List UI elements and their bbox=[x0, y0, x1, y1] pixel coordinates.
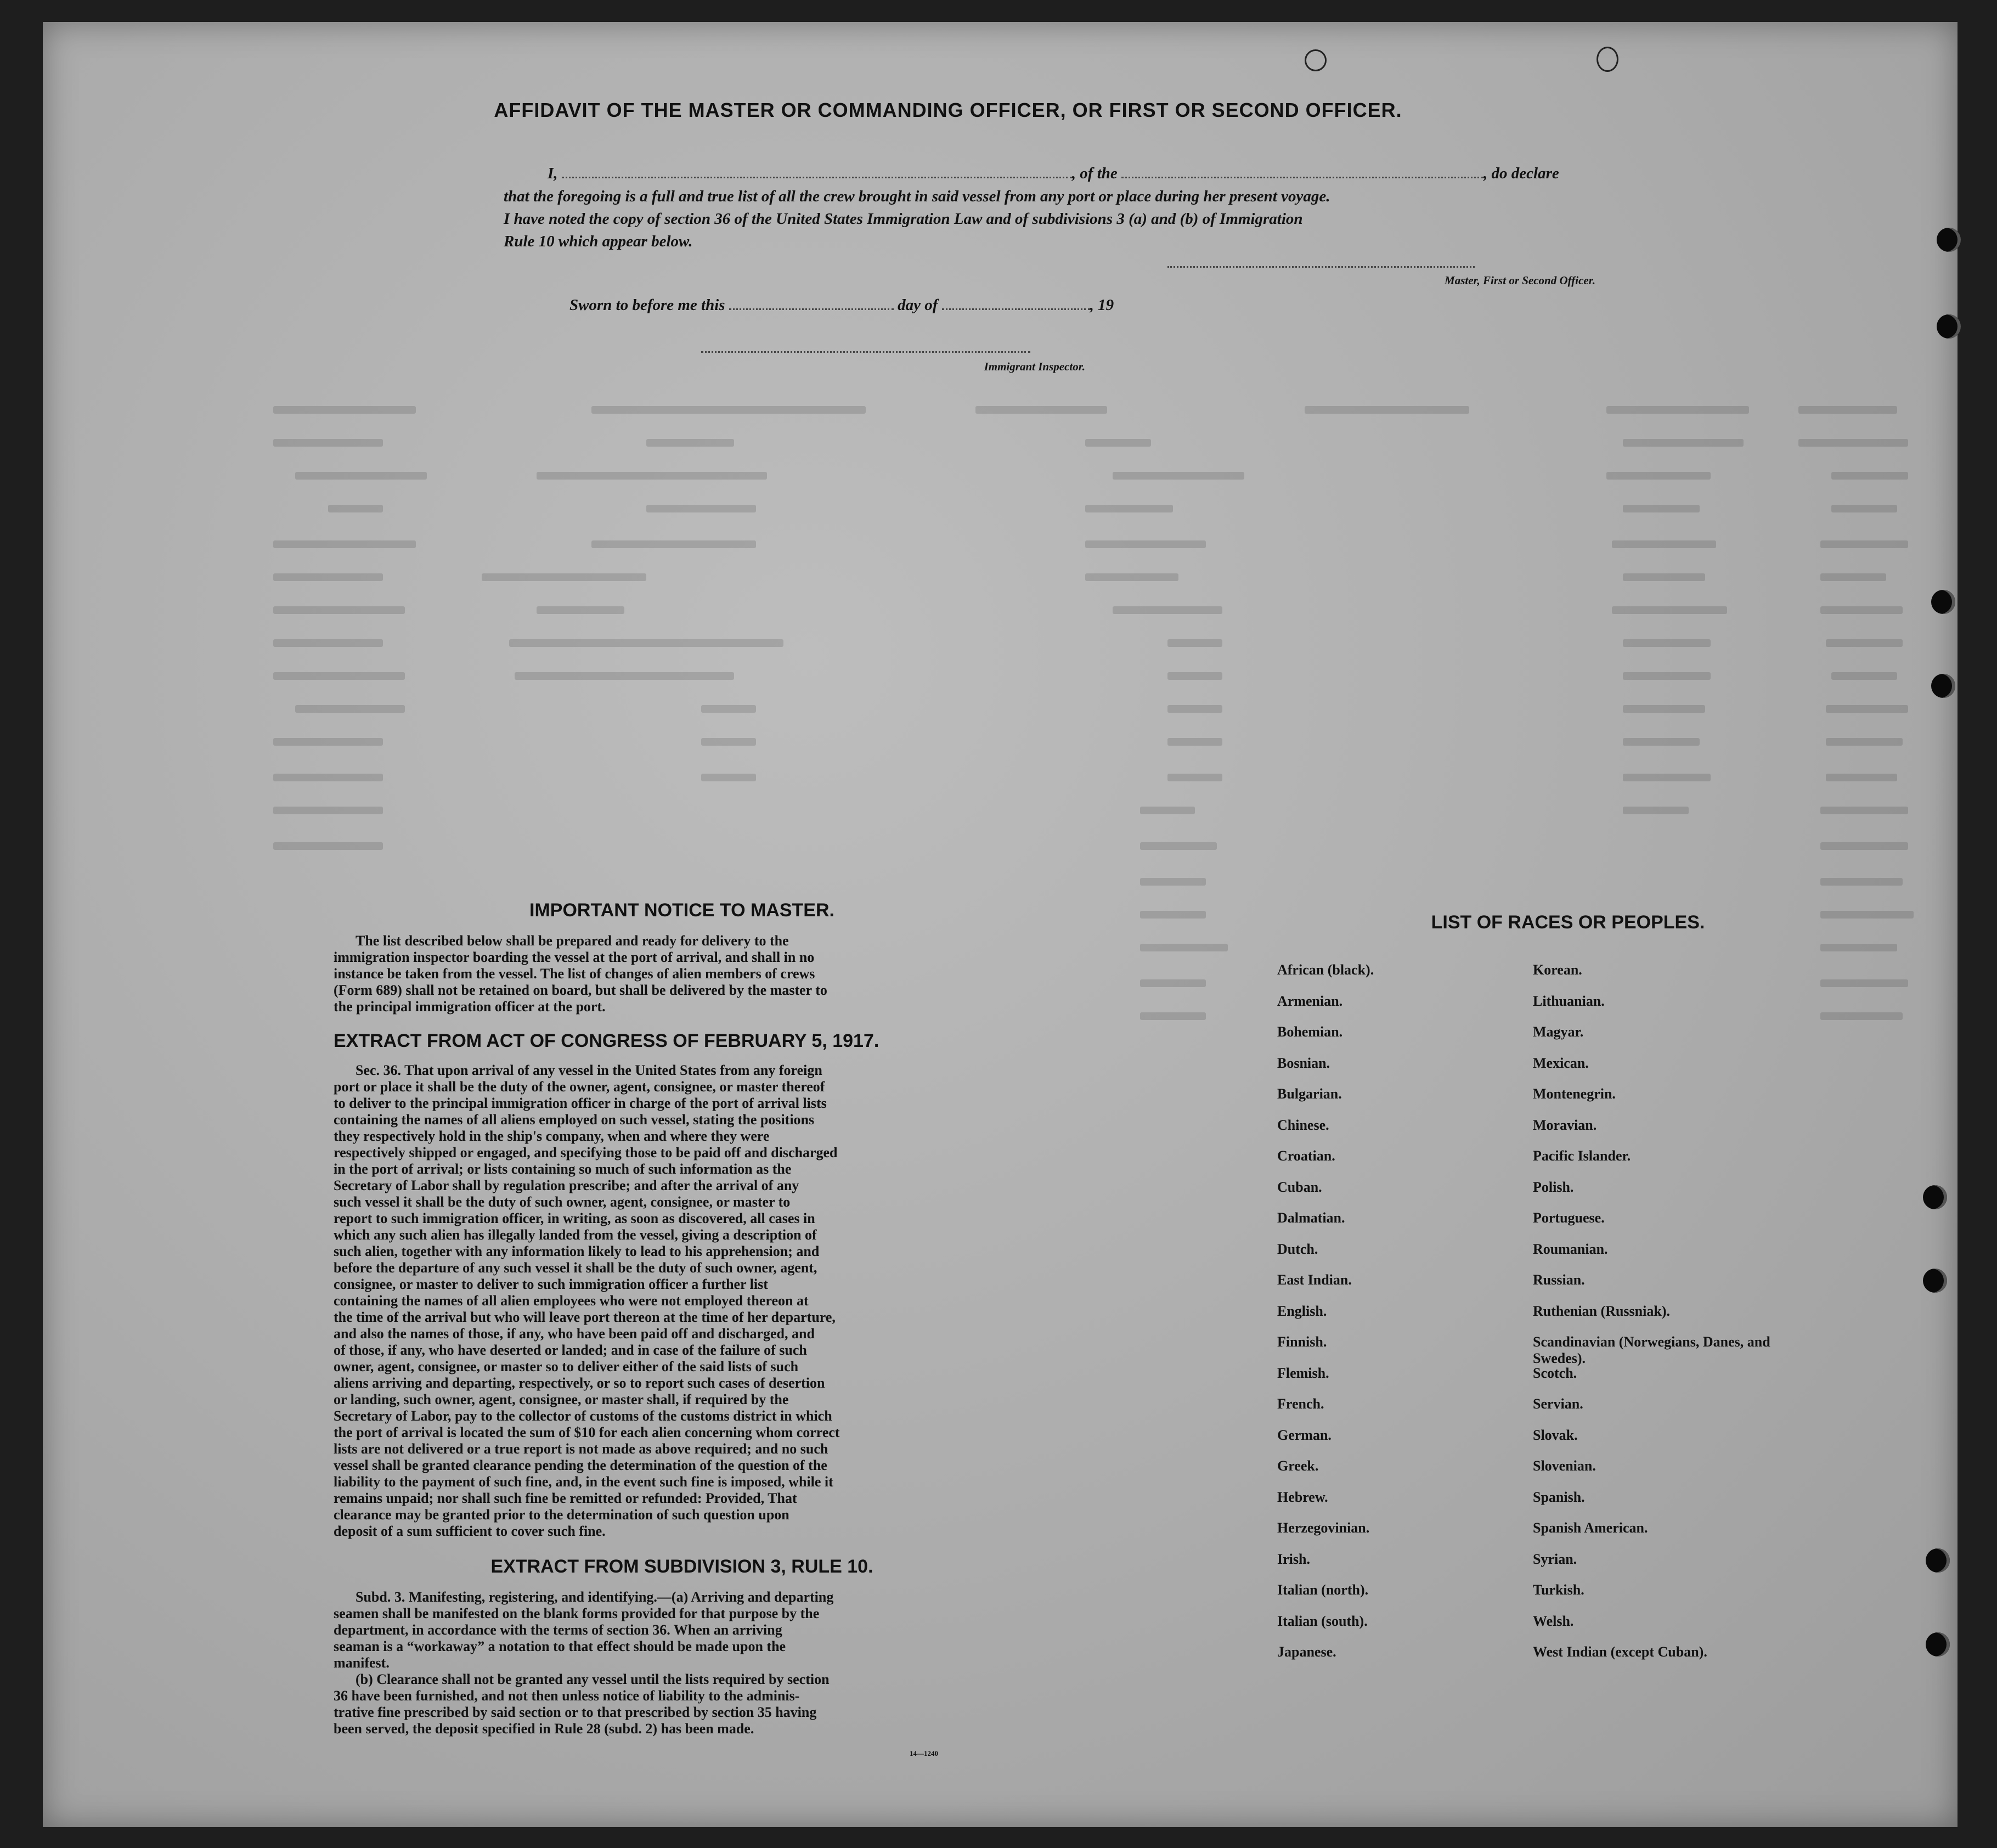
sworn-label: Sworn to before me this bbox=[569, 296, 725, 314]
race-item: Roumanian. bbox=[1533, 1241, 1608, 1257]
races-right-column bbox=[1533, 962, 1818, 1675]
rule-line: been served, the deposit specified in Rule 28 (subd. 2) has been made. bbox=[334, 1721, 754, 1737]
rule-line: manifest. bbox=[334, 1655, 390, 1671]
race-item: Flemish. bbox=[1277, 1365, 1329, 1381]
inspector-signature-label: Immigrant Inspector. bbox=[984, 360, 1085, 373]
act-line: Secretary of Labor, pay to the collector of customs of the customs district in which bbox=[334, 1408, 832, 1424]
act-line: Sec. 36. That upon arrival of any vessel in the United States from any foreign bbox=[356, 1062, 822, 1078]
act-line: before the departure of any such vessel it shall be the duty of such owner, agent, bbox=[334, 1260, 817, 1276]
race-item: Turkish. bbox=[1533, 1582, 1584, 1598]
act-line: owner, agent, consignee, or master so to deliver either of the said lists of such bbox=[334, 1359, 799, 1374]
race-item: Bosnian. bbox=[1277, 1055, 1330, 1071]
rule-line: 36 have been furnished, and not then unless notice of liability to the adminis- bbox=[334, 1688, 800, 1704]
act-line: report to such immigration officer, in writing, as soon as discovered, all cases in bbox=[334, 1210, 815, 1226]
race-item: Portuguese. bbox=[1533, 1210, 1605, 1226]
punch-hole bbox=[1931, 590, 1955, 614]
notice-line: (Form 689) shall not be retained on board, but shall be delivered by the master to bbox=[334, 982, 827, 998]
act-line: port or place it shall be the duty of the owner, agent, consignee, or master thereof bbox=[334, 1079, 825, 1095]
races-title: LIST OF RACES OR PEOPLES. bbox=[1431, 912, 1705, 933]
race-item: African (black). bbox=[1277, 962, 1374, 978]
race-item: Bulgarian. bbox=[1277, 1086, 1342, 1102]
race-item: Servian. bbox=[1533, 1396, 1583, 1412]
act-line: consignee, or master to deliver to such immigration officer a further list bbox=[334, 1276, 768, 1292]
act-line: which any such alien has illegally landed from the vessel, giving a description of bbox=[334, 1227, 817, 1243]
rule-line: (b) Clearance shall not be granted any vessel until the lists required by section bbox=[356, 1671, 830, 1687]
race-item: Welsh. bbox=[1533, 1613, 1574, 1629]
race-item: Chinese. bbox=[1277, 1117, 1329, 1133]
race-item: Dalmatian. bbox=[1277, 1210, 1345, 1226]
notice-title: IMPORTANT NOTICE TO MASTER. bbox=[529, 900, 834, 921]
punch-hole bbox=[1937, 314, 1961, 339]
act-line: aliens arriving and departing, respectively, or so to report such cases of desertion bbox=[334, 1375, 825, 1391]
affidavit-line-4: Rule 10 which appear below. bbox=[504, 233, 693, 250]
race-item: German. bbox=[1277, 1427, 1332, 1443]
act-line: liability to the payment of such fine, and, in the event such fine is imposed, while it bbox=[334, 1474, 833, 1490]
sworn-date-blank[interactable] bbox=[729, 308, 894, 310]
race-item: Croatian. bbox=[1277, 1148, 1335, 1164]
punch-hole bbox=[1937, 228, 1961, 252]
act-line: vessel shall be granted clearance pending the determination of the question of the bbox=[334, 1457, 827, 1473]
race-item: Irish. bbox=[1277, 1551, 1310, 1567]
rule-extract-body bbox=[334, 1589, 1030, 1737]
punch-hole bbox=[1923, 1185, 1947, 1209]
race-item: English. bbox=[1277, 1303, 1327, 1319]
race-item: Montenegrin. bbox=[1533, 1086, 1616, 1102]
act-line: such vessel it shall be the duty of such owner, agent, consignee, or master to bbox=[334, 1194, 791, 1210]
master-signature-area bbox=[1167, 261, 1595, 288]
act-line: in the port of arrival; or lists containing so much of such information as the bbox=[334, 1161, 792, 1177]
affidavit-line-2: that the foregoing is a full and true list of all the crew brought in said vessel from any port or place during her present voyage. bbox=[504, 188, 1330, 205]
race-item: Pacific Islander. bbox=[1533, 1148, 1631, 1164]
race-item: Spanish American. bbox=[1533, 1520, 1648, 1536]
act-line: of those, if any, who have deserted or landed; and in case of the failure of such bbox=[334, 1342, 807, 1358]
act-line: remains unpaid; nor shall such fine be remitted or refunded: Provided, That bbox=[334, 1490, 797, 1506]
race-item: Slovenian. bbox=[1533, 1458, 1596, 1474]
act-line: containing the names of all alien employees who were not employed thereon at bbox=[334, 1293, 809, 1309]
master-signature-label: Master, First or Second Officer. bbox=[1445, 274, 1595, 287]
act-line: the time of the arrival but who will leave port thereon at the time of her departure, bbox=[334, 1309, 836, 1325]
act-line: and also the names of those, if any, who have been paid off and discharged, and bbox=[334, 1326, 815, 1342]
rule-line: Subd. 3. Manifesting, registering, and identifying.—(a) Arriving and departing bbox=[356, 1589, 834, 1605]
punch-hole bbox=[1923, 1269, 1947, 1293]
race-item: Finnish. bbox=[1277, 1334, 1327, 1350]
race-item: Italian (south). bbox=[1277, 1613, 1368, 1629]
punch-hole bbox=[1926, 1632, 1950, 1657]
race-item: Hebrew. bbox=[1277, 1489, 1328, 1505]
rule-line: seaman is a “workaway” a notation to that effect should be made upon the bbox=[334, 1638, 786, 1654]
race-item: Armenian. bbox=[1277, 993, 1343, 1009]
notice-line: the principal immigration officer at the port. bbox=[334, 999, 606, 1015]
name-blank[interactable] bbox=[562, 177, 1072, 178]
notice-line: The list described below shall be prepared and ready for delivery to the bbox=[356, 933, 789, 949]
act-line: clearance may be granted prior to the determination of such question upon bbox=[334, 1507, 789, 1523]
affidavit-line-1 bbox=[548, 165, 1617, 183]
sworn-month-blank[interactable] bbox=[942, 308, 1090, 310]
rule-line: seamen shall be manifested on the blank forms provided for that purpose by the bbox=[334, 1605, 820, 1621]
race-item: Greek. bbox=[1277, 1458, 1319, 1474]
affidavit-declare: , do declare bbox=[1483, 165, 1559, 182]
form-number: 14—1240 bbox=[910, 1749, 938, 1757]
vessel-blank[interactable] bbox=[1121, 177, 1483, 178]
act-line: Secretary of Labor shall by regulation prescribe; and after the arrival of any bbox=[334, 1177, 799, 1193]
act-line: deposit of a sum sufficient to cover such fine. bbox=[334, 1523, 606, 1539]
affidavit-line-3: I have noted the copy of section 36 of the United States Immigration Law and of subdivisions 3 (a) and (b) of Immigration bbox=[504, 210, 1303, 228]
race-item: Bohemian. bbox=[1277, 1024, 1343, 1040]
rule-extract-title: EXTRACT FROM SUBDIVISION 3, RULE 10. bbox=[490, 1556, 873, 1577]
race-item: Polish. bbox=[1533, 1179, 1574, 1195]
rule-line: department, in accordance with the terms of section 36. When an arriving bbox=[334, 1622, 782, 1638]
act-line: they respectively hold in the ship's company, when and where they were bbox=[334, 1128, 770, 1144]
races-left-column bbox=[1277, 962, 1519, 1675]
sworn-year: , 19 bbox=[1090, 296, 1114, 314]
master-signature-blank[interactable] bbox=[1167, 266, 1475, 268]
act-line: the port of arrival is located the sum of $10 for each alien concerning whom correct bbox=[334, 1424, 840, 1440]
race-item: Syrian. bbox=[1533, 1551, 1577, 1567]
race-item: Spanish. bbox=[1533, 1489, 1585, 1505]
race-item: Dutch. bbox=[1277, 1241, 1318, 1257]
affidavit-title: AFFIDAVIT OF THE MASTER OR COMMANDING OFFICER, OR FIRST OR SECOND OFFICER. bbox=[494, 99, 1402, 121]
race-item: Herzegovinian. bbox=[1277, 1520, 1370, 1536]
inspector-signature-area bbox=[701, 346, 1085, 374]
act-line: containing the names of all aliens employed on such vessel, stating the positions bbox=[334, 1112, 815, 1128]
act-line: or landing, such owner, agent, consignee, or master shall, if required by the bbox=[334, 1391, 789, 1407]
race-item: Japanese. bbox=[1277, 1644, 1336, 1660]
notice-line: instance be taken from the vessel. The list of changes of alien members of crews bbox=[334, 966, 815, 982]
act-line: respectively shipped or engaged, and specifying those to be paid off and discharged bbox=[334, 1145, 838, 1160]
notice-body bbox=[334, 933, 1030, 1015]
race-item: West Indian (except Cuban). bbox=[1533, 1644, 1707, 1660]
inspector-signature-blank[interactable] bbox=[701, 351, 1030, 353]
punch-hole bbox=[1926, 1548, 1950, 1573]
act-extract-title: EXTRACT FROM ACT OF CONGRESS OF FEBRUARY 5, 1917. bbox=[334, 1030, 879, 1051]
race-item: Italian (north). bbox=[1277, 1582, 1369, 1598]
race-item: French. bbox=[1277, 1396, 1324, 1412]
act-line: such alien, together with any information likely to lead to his apprehension; and bbox=[334, 1243, 820, 1259]
ring-mark bbox=[1597, 47, 1618, 72]
act-line: to deliver to the principal immigration officer in charge of the port of arrival lists bbox=[334, 1095, 827, 1111]
race-item: Lithuanian. bbox=[1533, 993, 1605, 1009]
race-item: Slovak. bbox=[1533, 1427, 1578, 1443]
rule-line: trative fine prescribed by said section or to that prescribed by section 35 having bbox=[334, 1704, 817, 1720]
ring-mark bbox=[1305, 49, 1327, 71]
race-item: Scandinavian (Norwegians, Danes, and Swedes). bbox=[1533, 1334, 1770, 1366]
race-item: Magyar. bbox=[1533, 1024, 1584, 1040]
race-item: Moravian. bbox=[1533, 1117, 1597, 1133]
sworn-day: day of bbox=[898, 296, 938, 314]
race-item: Cuban. bbox=[1277, 1179, 1322, 1195]
notice-line: immigration inspector boarding the vessel at the port of arrival, and shall in no bbox=[334, 949, 815, 965]
race-item: Scotch. bbox=[1533, 1365, 1577, 1381]
document-sheet bbox=[43, 22, 1957, 1827]
race-item: Russian. bbox=[1533, 1272, 1585, 1288]
act-extract-body bbox=[334, 1062, 1030, 1540]
race-item: East Indian. bbox=[1277, 1272, 1352, 1288]
punch-hole bbox=[1931, 674, 1955, 698]
sworn-line bbox=[569, 296, 1283, 314]
affidavit-i: I, bbox=[548, 165, 558, 182]
race-item: Korean. bbox=[1533, 962, 1582, 978]
race-item: Ruthenian (Russniak). bbox=[1533, 1303, 1670, 1319]
act-line: lists are not delivered or a true report is not made as above required; and no such bbox=[334, 1441, 828, 1457]
affidavit-of: , of the bbox=[1071, 165, 1118, 182]
race-item: Mexican. bbox=[1533, 1055, 1589, 1071]
